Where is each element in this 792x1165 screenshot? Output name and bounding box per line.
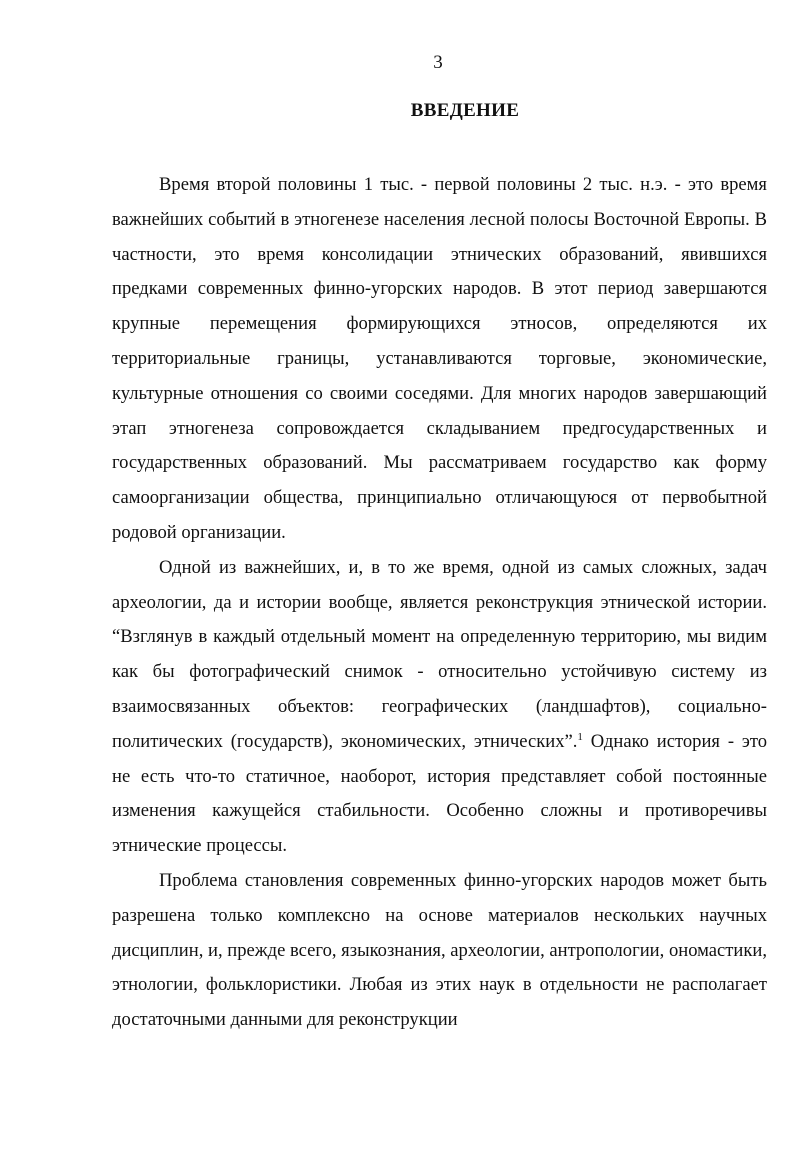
paragraph-3: Проблема становления современных финно-угорских народов может быть разрешена только комплексно на основе материалов нескольких научных дисциплин, и, прежде всего, языкознания, археологии, антропологии, ономастики, этнологии, фольклористики. Любая из этих наук в отдельности не располагает достаточными данными для реконструкции	[112, 869, 767, 1031]
paragraph-1: Время второй половины 1 тыс. - первой половины 2 тыс. н.э. - это время важнейших событий в этногенезе населения лесной полосы Восточной Европы. В частности, это время консолидации этнических образований, явившихся предками современных финно-угорских народов. В этот период завершаются крупные перемещения формирующихся этносов, определяются их территориальные границы, устанавливаются торговые, экономические, культурные отношения со своими соседями. Для многих народов завершающий этап этногенеза сопровождается складыванием предгосударственных и государственных образований. Мы рассматриваем государство как форму самоорганизации общества, принципиально отличающуюся от первобытной родовой организации.	[112, 174, 767, 543]
body-text	[112, 168, 767, 1038]
paragraph-2	[112, 551, 767, 864]
footnote-reference[interactable]: 1	[577, 730, 583, 743]
section-title: ВВЕДЕНИЕ	[410, 100, 520, 121]
page-number: 3	[433, 52, 443, 73]
paragraph-2-text-before: Одной из важнейших, и, в то же время, одной из самых сложных, задач археологии, да и истории вообще, является реконструкция этнической истории. “Взглянув в каждый отдельный момент на определенную территорию, мы видим как бы фотографический снимок - относительно устойчивую систему из взаимосвязанных объектов: географических (ландшафтов), социально-политических (государств), экономических, этнических”.	[112, 556, 767, 752]
paragraph-2-text-after: Однако история - это не есть что-то статичное, наоборот, история представляет собой постоянные изменения кажущейся стабильности. Особенно сложны и противоречивы этнические процессы.	[112, 730, 767, 857]
